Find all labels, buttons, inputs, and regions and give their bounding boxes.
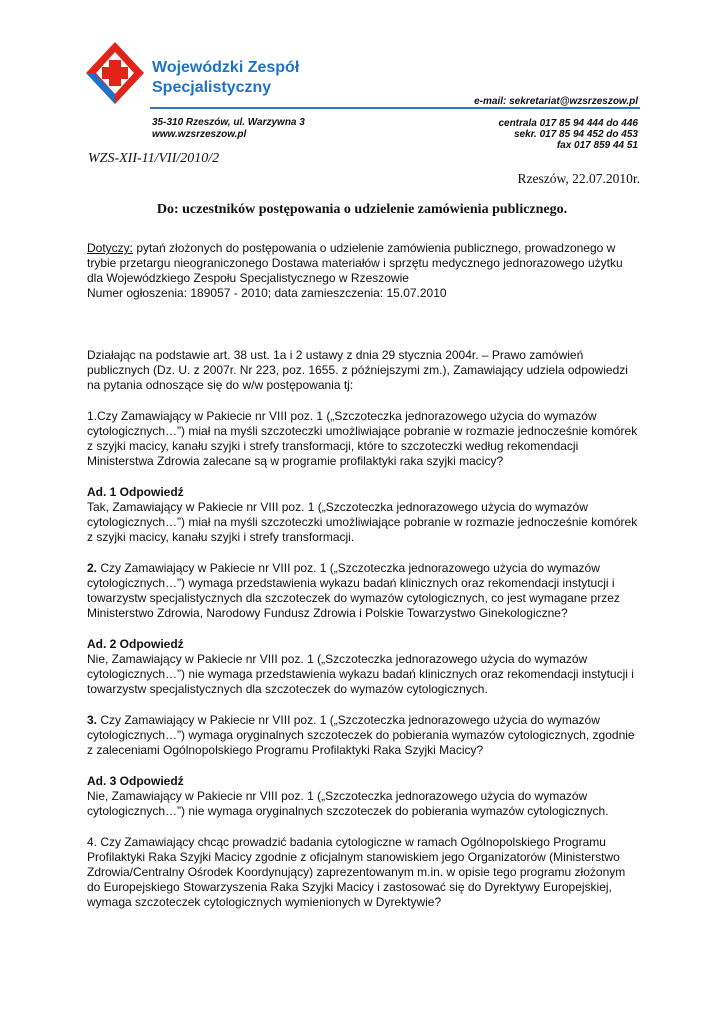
header-divider bbox=[150, 107, 640, 109]
answer2-title: Ad. 2 Odpowiedź bbox=[87, 637, 184, 651]
fax-number: fax 017 859 44 51 bbox=[556, 140, 638, 151]
email-address: e-mail: sekretariat@wzsrzeszow.pl bbox=[474, 96, 638, 107]
letter-date: Rzeszów, 22.07.2010r. bbox=[517, 171, 640, 186]
spacer bbox=[87, 621, 647, 637]
organization-name-line1: Wojewódzki Zespół bbox=[152, 59, 300, 76]
spacer bbox=[87, 819, 647, 835]
concerning-line3: dla Wojewódzkiego Zespołu Specjalistycznego w Rzeszowie bbox=[87, 271, 409, 285]
answer2-line2: cytologicznych…”) nie wymaga przedstawienia wykazu badań klinicznych oraz rekomendacji instytucji i bbox=[87, 667, 634, 681]
letter-body bbox=[87, 241, 647, 910]
question4-line1: 4. Czy Zamawiający chcąc prowadzić badania cytologiczne w ramach Ogólnopolskiego Programu bbox=[87, 835, 606, 849]
reference-number: WZS-XII-11/VII/2010/2 bbox=[88, 151, 220, 166]
spacer bbox=[87, 393, 647, 409]
addressee-heading: Do: uczestników postępowania o udzielenie zamówienia publicznego. bbox=[156, 202, 568, 217]
question4-line3: Zdrowia/Centralny Ośrodek Koordynujący) zaprezentowanym m.in. w opisie tego programu złożonym bbox=[87, 865, 626, 879]
answer3-line2: cytologicznych…”) nie wymaga oryginalnych szczoteczek do pobierania wymazów cytologicznych. bbox=[87, 804, 609, 818]
answer1-line2: cytologicznych…”) miał na myśli szczoteczki umożliwiające pobranie w rozmazie jednocześnie komórek bbox=[87, 515, 638, 529]
concerning-line1: pytań złożonych do postępowania o udzielenie zamówienia publicznego, prowadzonego w bbox=[133, 241, 616, 255]
answer2-line1: Nie, Zamawiający w Pakiecie nr VIII poz. 1 („Szczoteczka jednorazowego użycia do wymazów bbox=[87, 652, 588, 666]
question3-line1 bbox=[87, 713, 647, 728]
logo-red-shape bbox=[86, 42, 144, 104]
phone-secretariat: sekr. 017 85 94 452 do 453 bbox=[514, 129, 638, 140]
organization-name-line2: Specjalistyczny bbox=[152, 79, 272, 96]
organization-name bbox=[152, 58, 299, 98]
question2-line3: towarzystw specjalistycznych dla szczoteczek do wymazów cytologicznych, co jest wymagane przez bbox=[87, 591, 620, 605]
concerning-label: Dotyczy: bbox=[87, 241, 134, 255]
spacer bbox=[87, 697, 647, 713]
question2-line4: Ministerstwo Zdrowia, Narodowy Fundusz Zdrowia i Polskie Towarzystwo Ginekologiczne? bbox=[87, 606, 568, 620]
postal-address bbox=[152, 117, 305, 141]
answer1-line3: z szyjki macicy, kanału szyjki i strefy transformacji. bbox=[87, 530, 355, 544]
answer1-line1: Tak, Zamawiający w Pakiecie nr VIII poz. 1 („Szczoteczka jednorazowego użycia do wymazów bbox=[87, 500, 588, 514]
question2-line2: cytologicznych…”) wymaga przedstawienia wykazu badań klinicznych oraz rekomendacji instytucji i bbox=[87, 576, 615, 590]
intro-line1: Działając na podstawie art. 38 ust. 1a i 2 ustawy z dnia 29 stycznia 2004r. – Prawo zamówień bbox=[87, 348, 584, 362]
question2-number: 2. bbox=[87, 561, 98, 575]
question3-text: Czy Zamawiający w Pakiecie nr VIII poz. 1 („Szczoteczka jednorazowego użycia do wymazów bbox=[97, 713, 600, 727]
spacer bbox=[87, 301, 647, 348]
answer2-line3: towarzystw specjalistycznych dla szczoteczek do wymazów cytologicznych. bbox=[87, 682, 488, 696]
question1-line4: Ministerstwa Zdrowia zalecane są w programie profilaktyki raka szyjki macicy? bbox=[87, 454, 504, 468]
hospital-logo-icon bbox=[86, 42, 144, 104]
question1-line3: z szyjki macicy, kanału szyjki i strefy transformacji, które to szczoteczki według rekomendacji bbox=[87, 439, 579, 453]
concerning-line4: Numer ogłoszenia: 189057 - 2010; data zamieszczenia: 15.07.2010 bbox=[87, 286, 447, 300]
spacer bbox=[87, 469, 647, 485]
answer3-line1: Nie, Zamawiający w Pakiecie nr VIII poz. 1 („Szczoteczka jednorazowego użycia do wymazów bbox=[87, 789, 588, 803]
question4-line2: Profilaktyki Raka Szyjki Macicy zgodnie z oficjalnym stanowiskiem jego Organizatorów (Ministerstwo bbox=[87, 850, 620, 864]
answer1-title: Ad. 1 Odpowiedź bbox=[87, 485, 184, 499]
question3-line3: z zaleceniami Ogólnopolskiego Programu Profilaktyki Raka Szyjki Macicy? bbox=[87, 743, 484, 757]
answer3-title: Ad. 3 Odpowiedź bbox=[87, 774, 184, 788]
address-website: www.wzsrzeszow.pl bbox=[152, 129, 247, 140]
question4-line5: wymaga szczoteczek cytologicznych wymienionych w Dyrektywie? bbox=[87, 895, 442, 909]
question1-line2: cytologicznych…”) miał na myśli szczoteczki umożliwiające pobranie w rozmazie jednocześnie komórek bbox=[87, 424, 638, 438]
spacer bbox=[87, 758, 647, 774]
intro-line3: na pytania odnoszące się do w/w postępowania tj: bbox=[87, 378, 354, 392]
concerning-paragraph bbox=[87, 241, 647, 256]
question1-line1: 1.Czy Zamawiający w Pakiecie nr VIII poz. 1 („Szczoteczka jednorazowego użycia do wymazów bbox=[87, 409, 597, 423]
concerning-line2: trybie przetargu nieograniczonego Dostawa materiałów i sprzętu medycznego jednorazowego użytku bbox=[87, 256, 623, 270]
question3-line2: cytologicznych…”) wymaga oryginalnych szczoteczek do pobierania wymazów cytologicznych, zgodnie bbox=[87, 728, 635, 742]
address-street: 35-310 Rzeszów, ul. Warzywna 3 bbox=[152, 117, 305, 128]
intro-line2: publicznych (Dz. U. z 2007r. Nr 223, poz. 1655. z późniejszymi zm.), Zamawiający udziela odpowiedzi bbox=[87, 363, 628, 377]
question2-line1 bbox=[87, 561, 647, 576]
question2-text: Czy Zamawiający w Pakiecie nr VIII poz. 1 („Szczoteczka jednorazowego użycia do wymazów bbox=[97, 561, 600, 575]
spacer bbox=[87, 545, 647, 561]
phone-central: centrala 017 85 94 444 do 446 bbox=[498, 118, 638, 129]
contact-phones bbox=[498, 118, 638, 151]
question4-line4: do Europejskiego Stowarzyszenia Raka Szyjki Macicy i zastosować się do Dyrektywy Europejskiej, bbox=[87, 880, 612, 894]
question3-number: 3. bbox=[87, 713, 98, 727]
